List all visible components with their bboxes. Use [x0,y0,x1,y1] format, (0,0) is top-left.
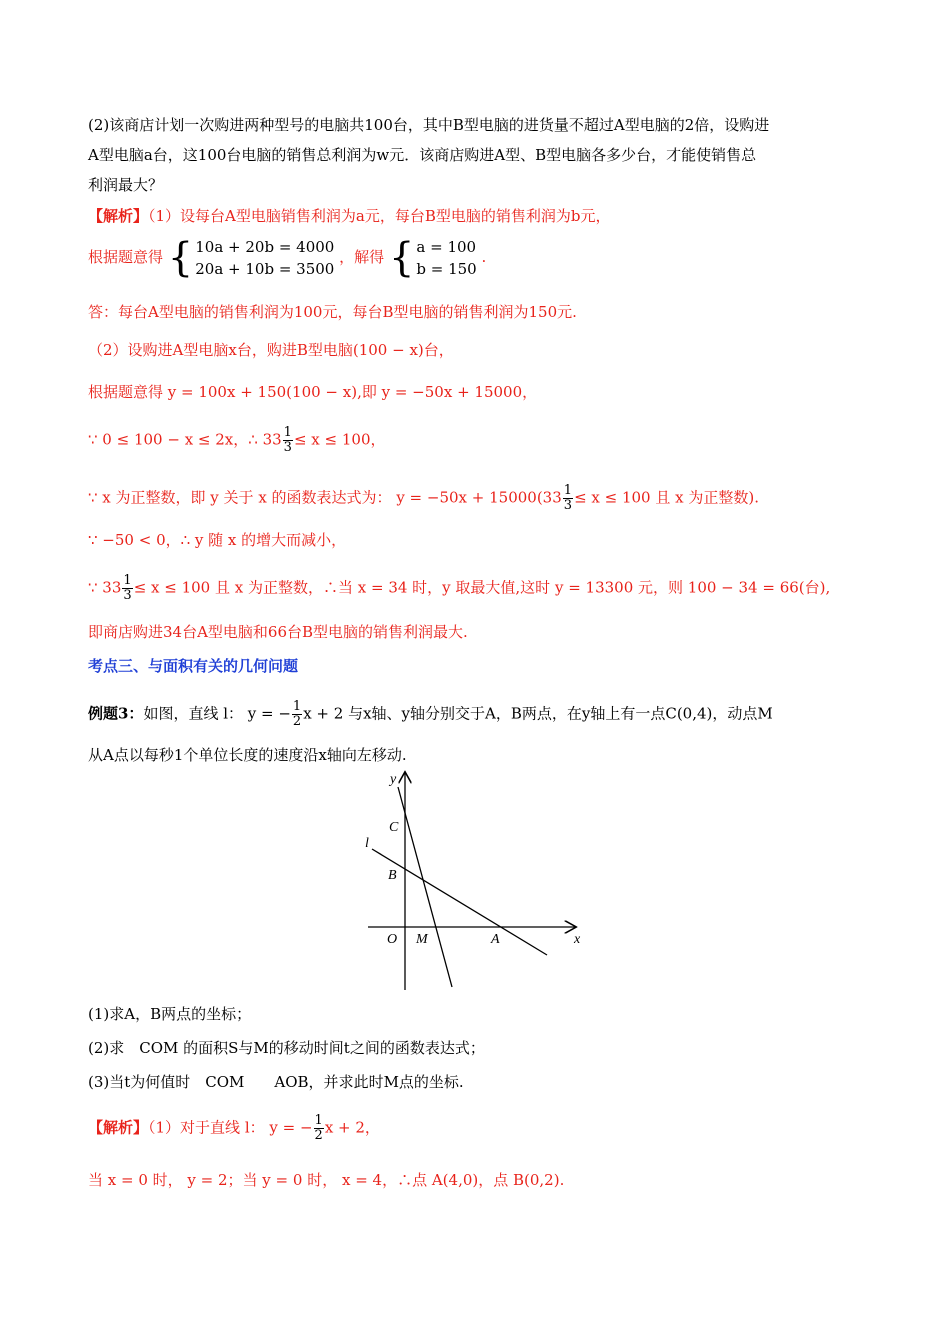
problem-line-3: 利润最大？ [88,176,164,194]
solution-2-equation: 根据题意得 y = 100x + 150(100 − x),即 y = −50x + 15000， [88,383,538,401]
inequality-text: ∵ 0 ≤ 100 − x ≤ 2x，∴ 33 [88,430,282,449]
inequality-text-2: ≤ x ≤ 100， [293,430,386,449]
solution-2-decreasing: ∵ −50 < 0，∴ y 随 x 的增大而减小， [88,531,347,549]
system-results: { a = 100 b = 150 [388,235,477,281]
line-cm [398,787,452,987]
example-label: 例题3： [88,704,144,723]
example-3-line-1 [88,700,773,729]
analysis-tag: 【解析】 [88,207,149,225]
solution-1-text: （1）设每台A型电脑销售利润为a元，每台B型电脑的销售利润为b元， [148,207,611,225]
problem-line-2: A型电脑a台，这100台电脑的销售总利润为w元．该商店购进A型、B型电脑各多少台，才能使销售总 [88,146,757,164]
fraction-one-third-2: $\frac{1}{3}$ [563,483,573,513]
fraction-one-half: $\frac{1}{2}$ [292,699,302,729]
result-b: b = 150 [416,260,477,278]
label-l: l [365,836,369,851]
solution-2-maximum [88,574,830,603]
question-1: (1)求A，B两点的坐标； [88,1005,252,1023]
max-text: ∵ 33 [88,578,122,597]
equation-2: 20a + 10b = 3500 [195,260,335,278]
question-3: (3)当t为何值时 COM AOB，并求此时M点的坐标. [88,1073,464,1091]
solution-1-intro [88,206,610,226]
solution-3-text-1b: x + 2， [324,1118,380,1137]
solution-3-line-2: 当 x = 0 时， y = 2；当 y = 0 时， x = 4，∴点 A(4,0)，点 B(0,2). [88,1171,565,1189]
solve-text: ，解得 [339,248,385,266]
coordinate-figure [360,765,590,995]
fraction-one-third: $\frac{1}{3}$ [283,425,292,455]
function-text: ∵ x 为正整数，即 y 关于 x 的函数表达式为： y = −50x + 15000(33 [88,488,562,507]
label-b: B [388,868,397,883]
equation-system-line [88,236,486,280]
fraction-one-third-3: $\frac{1}{3}$ [123,573,132,603]
fraction-one-half-2: $\frac{1}{2}$ [314,1113,323,1143]
analysis-tag-2: 【解析】 [88,1118,149,1137]
example-3-line-2: 从A点以每秒1个单位长度的速度沿x轴向左移动. [88,746,407,764]
section-heading: 考点三、与面积有关的几何问题 [88,657,299,675]
example-text-2: x + 2 与x轴、y轴分别交于A，B两点，在y轴上有一点C(0,4)，动点M [303,704,773,723]
question-2: (2)求 COM 的面积S与M的移动时间t之间的函数表达式； [88,1039,485,1057]
problem-line-1: (2)该商店计划一次购进两种型号的电脑共100台，其中B型电脑的进货量不超过A型电脑的2倍，设购进 [88,116,770,134]
label-a: A [491,932,500,947]
label-o: O [387,932,398,947]
label-c: C [389,820,399,835]
solution-2-inequality [88,426,385,455]
solution-3-text-1: （1）对于直线 l： y = − [148,1118,313,1137]
system-equations: { 10a + 20b = 4000 20a + 10b = 3500 [167,235,335,281]
according-text: 根据题意得 [88,248,164,266]
answer-1: 答：每台A型电脑的销售利润为100元，每台B型电脑的销售利润为150元. [88,303,577,321]
line-l [372,849,547,955]
equation-1: 10a + 20b = 4000 [195,238,335,256]
example-text-1: 如图，直线 l： y = − [143,704,291,723]
solution-2-function [88,484,759,513]
label-m: M [416,932,428,947]
max-text-2: ≤ x ≤ 100 且 x 为正整数，∴当 x = 34 时，y 取最大值,这时 y = 13300 元，则 100 − 34 = 66(台), [133,578,831,597]
solution-3-line-1 [88,1114,380,1143]
period: . [481,248,487,266]
result-a: a = 100 [416,238,477,256]
function-text-2: ≤ x ≤ 100 且 x 为正整数). [574,488,759,507]
solution-2-intro: （2）设购进A型电脑x台，购进B型电脑(100 − x)台， [88,341,454,359]
label-x: x [574,932,581,947]
label-y: y [390,772,397,787]
solution-2-conclusion: 即商店购进34台A型电脑和66台B型电脑的销售利润最大. [88,623,468,641]
